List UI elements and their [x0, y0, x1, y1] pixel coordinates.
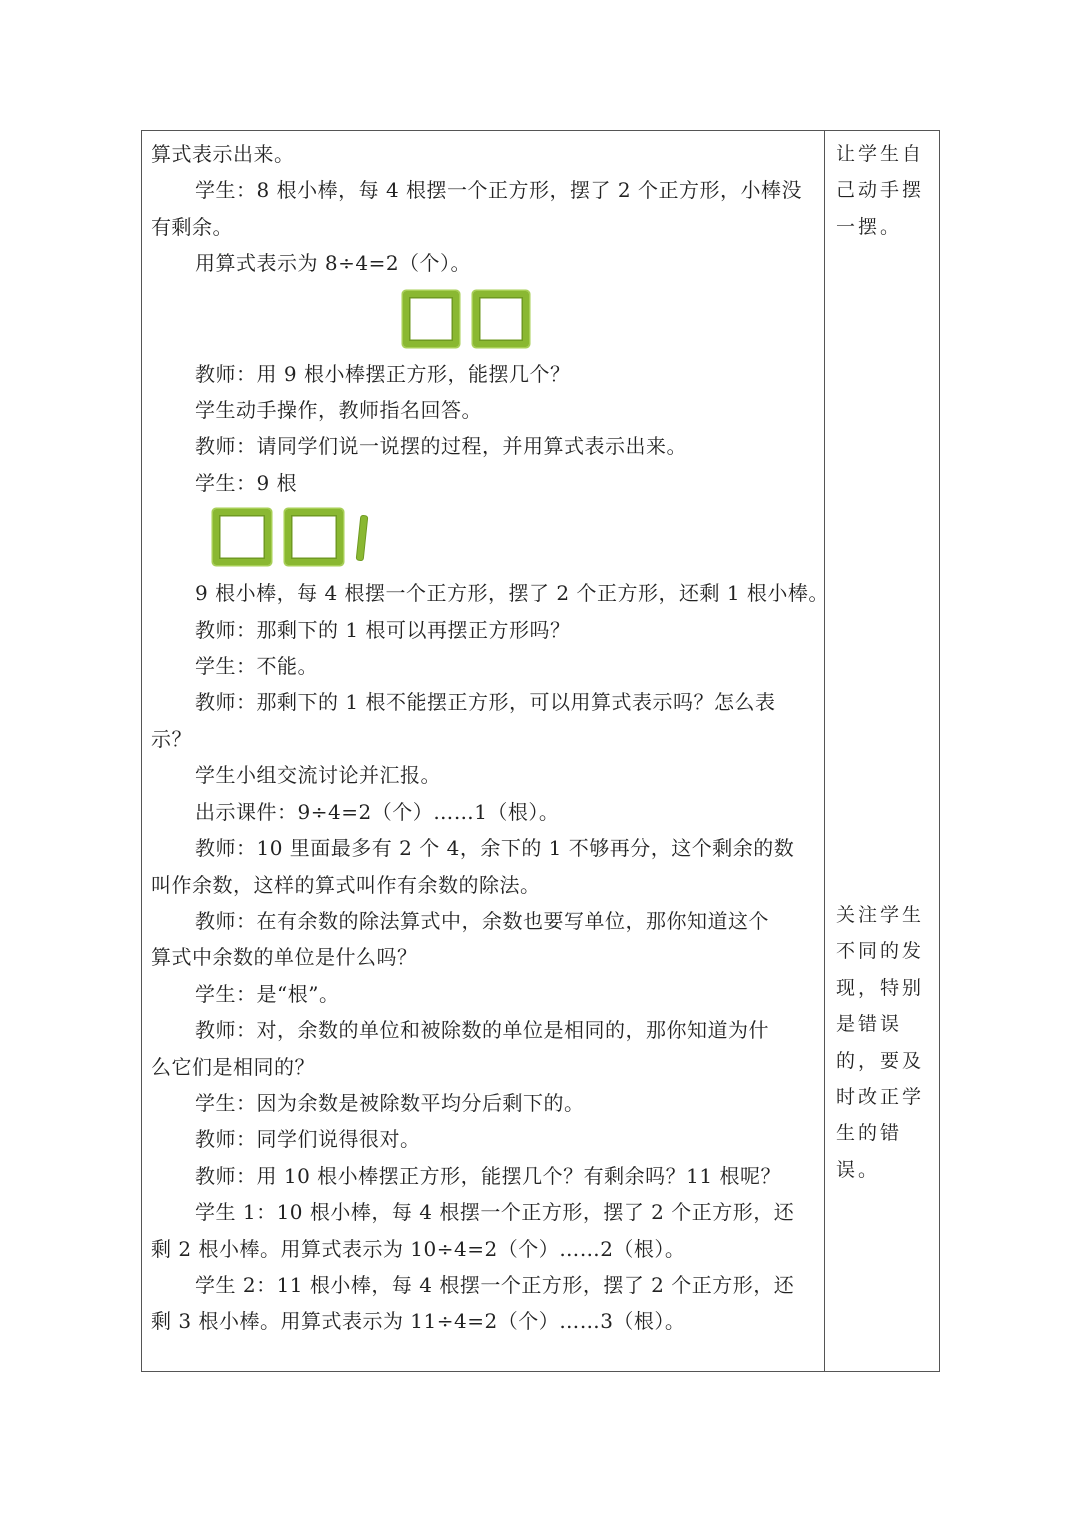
paragraph: 剩 2 根小棒。用算式表示为 10÷4=2（个）……2（根）。	[151, 1236, 686, 1261]
stick-square	[285, 509, 343, 565]
design-intent-note	[836, 897, 928, 1188]
note-text: 关注学生不同的发现，特别是错误的，要及时改正学生的错误。	[836, 904, 925, 1181]
paragraph: 叫作余数，这样的算式叫作有余数的除法。	[151, 872, 541, 897]
paragraph: 教师：对，余数的单位和被除数的单位是相同的，那你知道为什	[195, 1018, 769, 1043]
single-stick	[357, 516, 368, 560]
paragraph: 算式表示出来。	[151, 142, 295, 166]
paragraph: 有剩余。	[151, 214, 233, 239]
paragraph: 算式中余数的单位是什么吗？	[151, 945, 418, 970]
paragraph: 学生动手操作，教师指名回答。	[195, 398, 482, 423]
paragraph: 么它们是相同的？	[151, 1054, 315, 1079]
paragraph: 学生：不能。	[195, 654, 318, 679]
lesson-plan-table	[141, 130, 940, 1372]
paragraph: 出示课件：9÷4=2（个）……1（根）。	[195, 799, 560, 824]
paragraph: 学生 2：11 根小棒，每 4 根摆一个正方形，摆了 2 个正方形，还	[195, 1272, 795, 1297]
paragraph: 教师：10 里面最多有 2 个 4，余下的 1 不够再分，这个剩余的数	[195, 836, 795, 861]
paragraph: 教师：那剩下的 1 根可以再摆正方形吗？	[195, 617, 571, 642]
paragraph: 学生：8 根小棒，每 4 根摆一个正方形，摆了 2 个正方形，小棒没	[195, 178, 802, 203]
design-intent-note	[836, 136, 928, 245]
paragraph: 教师：同学们说得很对。	[195, 1127, 421, 1152]
paragraph: 剩 3 根小棒。用算式表示为 11÷4=2（个）……3（根）。	[151, 1309, 686, 1334]
stick-square	[213, 509, 271, 565]
paragraph: 教师：那剩下的 1 根不能摆正方形，可以用算式表示吗？怎么表	[195, 690, 776, 715]
paragraph: 学生：因为余数是被除数平均分后剩下的。	[195, 1090, 585, 1115]
column-divider	[824, 131, 825, 1371]
stick-square	[403, 291, 459, 347]
paragraph: 用算式表示为 8÷4=2（个）。	[195, 251, 472, 276]
paragraph: 9 根小棒，每 4 根摆一个正方形，摆了 2 个正方形，还剩 1 根小棒。	[195, 581, 829, 606]
paragraph: 教师：请同学们说一说摆的过程，并用算式表示出来。	[195, 434, 687, 459]
note-text: 让学生自己动手摆一摆。	[836, 143, 925, 238]
paragraph: 教师：在有余数的除法算式中，余数也要写单位，那你知道这个	[195, 908, 769, 933]
paragraph: 示？	[151, 726, 192, 751]
two-squares-figure	[151, 282, 816, 356]
teaching-process-column	[151, 136, 829, 1340]
stick-square	[473, 291, 529, 347]
paragraph: 学生 1：10 根小棒，每 4 根摆一个正方形，摆了 2 个正方形，还	[195, 1200, 795, 1225]
paragraph: 学生：是“根”。	[195, 981, 340, 1006]
paragraph: 教师：用 10 根小棒摆正方形，能摆几个？有剩余吗？11 根呢？	[195, 1163, 781, 1188]
two-squares-one-stick-figure	[151, 501, 816, 575]
paragraph: 学生：9 根	[195, 470, 298, 495]
paragraph: 学生小组交流讨论并汇报。	[195, 763, 441, 788]
paragraph: 教师：用 9 根小棒摆正方形，能摆几个？	[195, 361, 571, 386]
